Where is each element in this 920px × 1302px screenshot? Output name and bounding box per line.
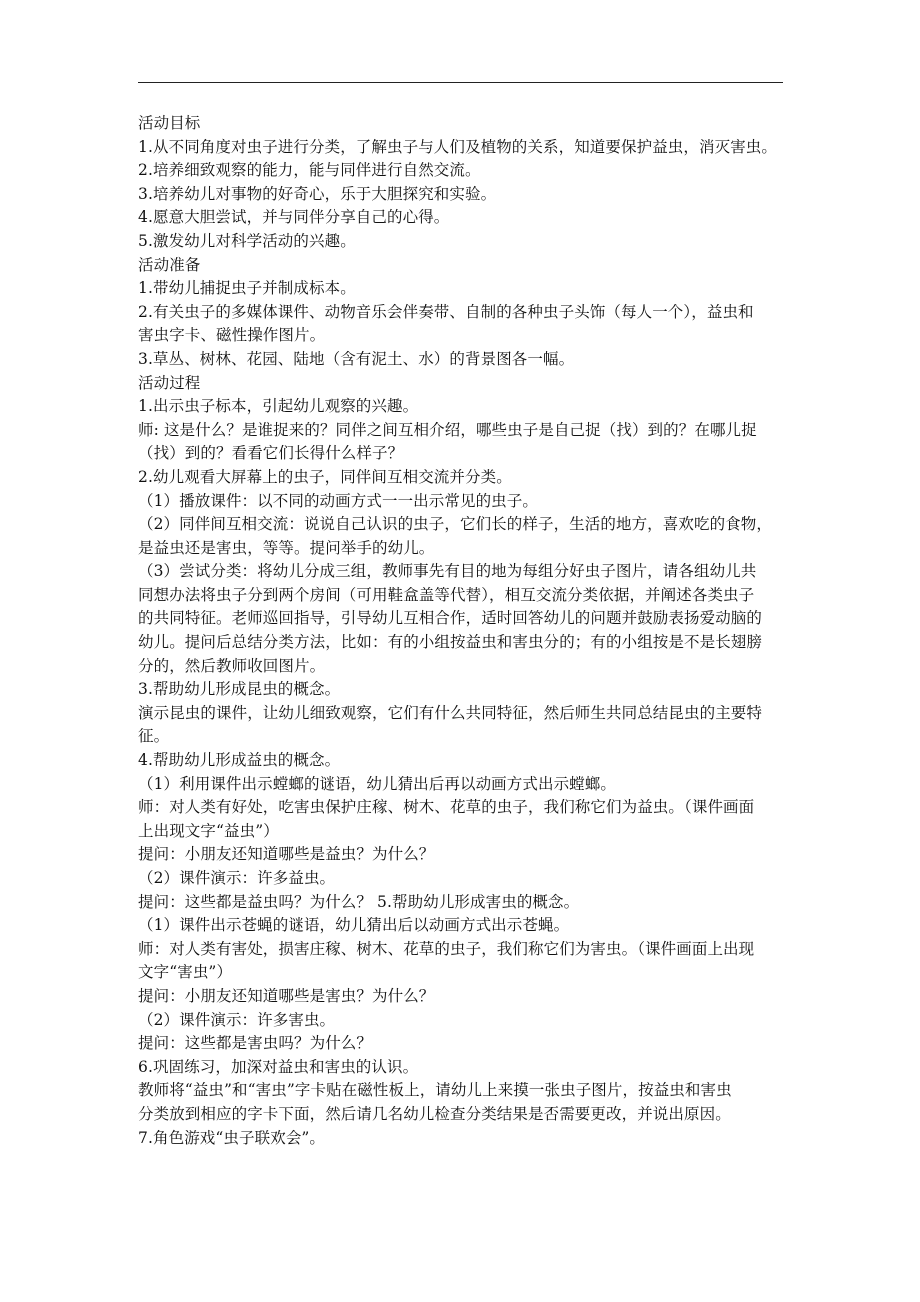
text-line: 师：对人类有害处，损害庄稼、树木、花草的虫子，我们称它们为害虫。（课件画面上出现 [138,939,755,958]
text-line: 活动过程 [138,373,201,392]
text-line: 5.激发幼儿对科学活动的兴趣。 [138,231,356,250]
text-line: 演示昆虫的课件，让幼儿细致观察，它们有什么共同特征，然后师生共同总结昆虫的主要特 [138,703,763,722]
text-line: 分的，然后教师收回图片。 [138,656,326,675]
text-line: 4.帮助幼儿形成益虫的概念。 [138,751,341,770]
text-line: 2.培养细致观察的能力，能与同伴进行自然交流。 [138,161,481,180]
text-line: （2）课件演示：许多益虫。 [138,869,336,887]
text-line: 3.草丛、树林、花园、陆地（含有泥土、水）的背景图各一幅。 [138,349,575,368]
text-line: 3.帮助幼儿形成昆虫的概念。 [138,680,341,699]
text-line: 是益虫还是害虫，等等。提问举手的幼儿。 [138,538,435,557]
text-line: （1）利用课件出示螳螂的谜语，幼儿猜出后再以动画方式出示螳螂。 [138,774,616,793]
text-line: 7.角色游戏“虫子联欢会”。 [138,1128,326,1147]
text-line: 活动目标 [138,114,201,132]
text-line: 上出现文字“益虫”） [138,821,279,840]
header-rule [138,82,783,83]
text-line: 提问：这些都是益虫吗？为什么？ 5.帮助幼儿形成害虫的概念。 [138,892,580,911]
text-line: 3.培养幼儿对事物的好奇心，乐于大胆探究和实验。 [138,184,497,203]
text-line: 提问：这些都是害虫吗？为什么？ [138,1034,373,1053]
text-line: 文字“害虫”） [138,963,233,982]
text-line: 1.带幼儿捕捉虫子并制成标本。 [138,279,356,298]
text-line: 活动准备 [138,255,201,274]
text-line: 分类放到相应的字卡下面，然后请几名幼儿检查分类结果是否需要更改，并说出原因。 [138,1104,731,1123]
text-line: 1.出示虫子标本，引起幼儿观察的兴趣。 [138,397,419,416]
text-line: 师: 这是什么？是谁捉来的？同伴之间互相介绍，哪些虫子是自己捉（找）到的？在哪儿捉 [138,420,757,439]
text-line: 教师将“益虫”和“害虫”字卡贴在磁性板上，请幼儿上来摸一张虫子图片，按益虫和害虫 [138,1081,732,1100]
text-line: 1.从不同角度对虫子进行分类，了解虫子与人们及植物的关系，知道要保护益虫，消灭害虫。 [138,137,777,156]
text-line: 4.愿意大胆尝试，并与同伴分享自己的心得。 [138,208,450,227]
text-line: 提问：小朋友还知道哪些是害虫？为什么？ [138,986,435,1005]
text-line: 6.巩固练习，加深对益虫和害虫的认识。 [138,1057,419,1076]
text-line: 的共同特征。老师巡回指导，引导幼儿互相合作，适时回答幼儿的问题并鼓励表扬爱动脑的 [138,609,763,628]
document-body [138,112,790,1150]
text-line: 师：对人类有好处，吃害虫保护庄稼、树木、花草的虫子，我们称它们为益虫。（课件画面 [138,798,755,817]
text-line: （3）尝试分类：将幼儿分成三组，教师事先有目的地为每组分好虫子图片，请各组幼儿共 [138,562,757,581]
text-line: 害虫字卡、磁性操作图片。 [138,326,326,345]
text-line: （2）课件演示：许多害虫。 [138,1010,336,1029]
text-line: （1）课件出示苍蝇的谜语，幼儿猜出后以动画方式出示苍蝇。 [138,916,570,935]
text-line: 同想办法将虫子分到两个房间（可用鞋盒盖等代替），相互交流分类依据，并阐述各类虫子 [138,585,755,604]
text-line: 2.有关虫子的多媒体课件、动物音乐会伴奏带、自制的各种虫子头饰（每人一个），益虫和 [138,302,754,321]
text-line: 2.幼儿观看大屏幕上的虫子，同伴间互相交流并分类。 [138,467,512,486]
text-line: （2）同伴间互相交流：说说自己认识的虫子，它们长的样子，生活的地方，喜欢吃的食物， [138,515,772,534]
text-line: 征。 [138,727,170,746]
text-line: （找）到的？看看它们长得什么样子？ [138,444,404,463]
text-line: 幼儿。提问后总结分类方法，比如：有的小组按益虫和害虫分的；有的小组按是不是长翅膀 [138,633,763,652]
text-line: （1）播放课件：以不同的动画方式一一出示常见的虫子。 [138,491,538,510]
text-line: 提问：小朋友还知道哪些是益虫？为什么？ [138,845,435,864]
